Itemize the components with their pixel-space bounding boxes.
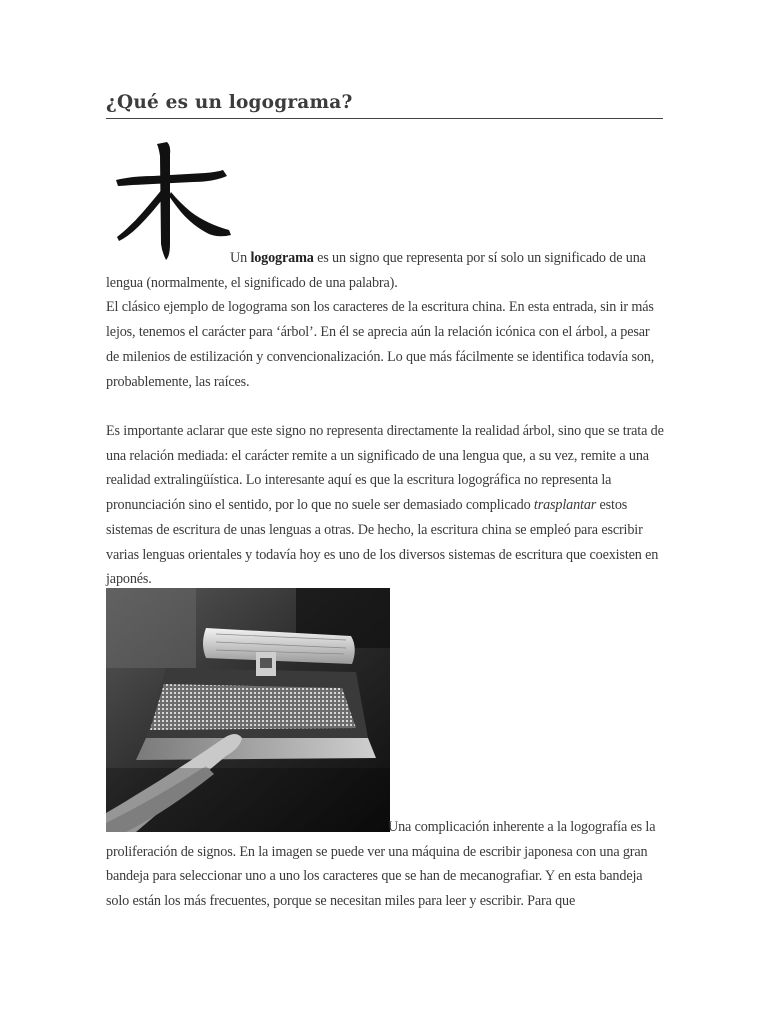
intro-pre: Un	[230, 250, 251, 266]
term-trasplantar: trasplantar	[533, 497, 597, 514]
term-logograma: logograma	[250, 250, 314, 266]
paragraph-mediation	[106, 419, 664, 592]
title-divider	[106, 118, 663, 119]
complication-text: Una complicación inherente a la logografía es la proliferación de signos. En la imagen se puede ver una máquina de escribir japonesa con una gran bandeja para seleccionar uno a uno los caracteres que se han de mecanografiar. Y en esta bandeja solo están los más frecuentes, porque se necesitan miles para leer y escribir. Para que	[106, 819, 656, 910]
paragraph-complication	[106, 815, 664, 914]
intro-second: El clásico ejemplo de logograma son los caracteres de la escritura china. En esta entrada, sin ir más lejos, tenemos el carácter para ‘árbol’. En él se aprecia aún la relación icónica con el árbol, a pesar de milenios de estilización y convencionalización. Lo que más fácilmente se identifica todavía son, probablemente, las raíces.	[106, 299, 655, 390]
page-title: ¿Qué es un logograma?	[106, 92, 353, 113]
mediation-post: estos sistemas de escritura de unas lenguas a otras. De hecho, la escritura china se empleó para escribir varias lenguas orientales y todavía hoy es uno de los diversos sistemas de escritura que coexisten en japonés.	[106, 497, 659, 588]
intro-post: es un signo que representa por sí solo un significado de una lengua (normalmente, el significado de una palabra).	[106, 250, 646, 291]
japanese-typewriter-photo	[106, 588, 390, 832]
logogram-tree-character	[113, 140, 233, 262]
paragraph-intro	[106, 246, 664, 394]
mediation-pre: Es importante aclarar que este signo no representa directamente la realidad árbol, sino que se trata de una relación mediada: el carácter remite a un significado de una lengua que, a su vez, remite a una realidad extralingüística. Lo interesante aquí es que la escritura logográfica no representa la pronunciación sino el sentido, por lo que no suele ser demasiado complicado	[106, 423, 664, 514]
